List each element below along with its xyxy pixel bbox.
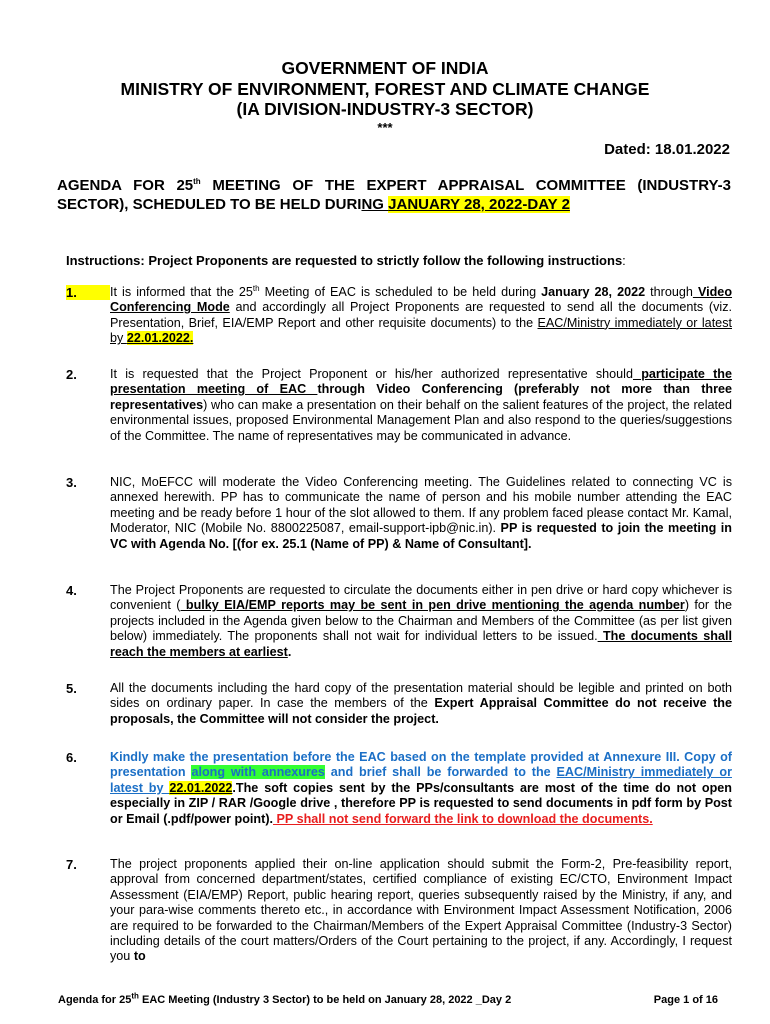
header-division: (IA DIVISION-INDUSTRY-3 SECTOR)	[236, 99, 534, 119]
item-5-text: All the documents including the hard copy of the presentation material should be legible and printed on both sides on ordinary paper. In case the members of the Expert Appraisal Committee do not receive the proposals, the Committee will not consider the project.	[110, 681, 732, 726]
page-number: Page 1 of 16	[653, 994, 718, 1006]
item-1-number: 1.	[66, 285, 110, 300]
header-government: GOVERNMENT OF INDIA	[281, 58, 489, 78]
item-1-text: It is informed that the 25th Meeting of EAC is scheduled to be held during January 28, 2022 through Video Conferencing Mode and accordingly all Project Proponents are requested to send all the documents (viz. Presentation, Brief, EIA/EMP Report and other requisite documents) to the EAC/Ministry immediately or latest by 22.01.2022.	[110, 283, 733, 346]
item-6-number: 6.	[66, 750, 77, 765]
header-stars: ***	[377, 120, 393, 135]
header-ministry: MINISTRY OF ENVIRONMENT, FOREST AND CLIMATE CHANGE	[120, 79, 650, 99]
item-6-text: Kindly make the presentation before the EAC based on the template provided at Annexure III. Copy of presentation along with annexures and brief shall be forwarded to the EAC/Ministry immediately or latest by 22.01.2022.The soft copies sent by the PPs/consultants are most of the time do not open especially in ZIP / RAR /Google drive , therefore PP is requested to send documents in pdf form by Post or Email (.pdf/power point). PP shall not send forward the link to download the documents.	[110, 750, 733, 826]
item-4-number: 4.	[66, 583, 77, 598]
instructions-heading: Instructions: Project Proponents are requested to strictly follow the following instructions:	[66, 253, 626, 268]
item-3-number: 3.	[66, 475, 77, 490]
item-4-text: The Project Proponents are requested to circulate the documents either in pen drive or hard copy whichever is convenient ( bulky EIA/EMP reports may be sent in pen drive mentioning the agenda number) for the projects included in the Agenda given below to the Chairman and Members of the Committee (as per list given below) immediately. The proponents shall not wait for individual letters to be issued. The documents shall reach the members at earliest.	[110, 583, 733, 659]
agenda-date-highlight: JANUARY 28, 2022-DAY 2	[388, 196, 570, 213]
item-2-text: It is requested that the Project Proponent or his/her authorized representative should participate the presentation meeting of EAC through Video Conferencing (preferably not more than three representatives) who can make a presentation on their behalf on the salient features of the project, the related environmental issues, proposed Environmental Management Plan and also respond to the queries/suggestions of the Committee. The name of representatives may be communicated in advance.	[110, 367, 733, 443]
dated: Dated: 18.01.2022	[604, 141, 730, 158]
item-2-number: 2.	[66, 367, 77, 382]
item-7-number: 7.	[66, 857, 77, 872]
item-5-number: 5.	[66, 681, 77, 696]
item-7-text: The project proponents applied their on-line application should submit the Form-2, Pre-feasibility report, approval from concerned department/states, certified compliance of existing EC/CTO, Environment Impact Assessment (EIA/EMP) Report, public hearing report, queries subsequently raised by the Ministry, if any, and your para-wise comments thereto etc., in accordance with Environment Impact Assessment Notification, 2006 are required to be forwarded to the Chairman/Members of the Expert Appraisal Committee (Industry-3 Sector) including details of the court matters/Orders of the Court pertaining to the project, if any. Accordingly, I request you to	[110, 857, 732, 964]
agenda-title: AGENDA FOR 25th MEETING OF THE EXPERT APPRAISAL COMMITTEE (INDUSTRY-3 SECTOR), SCHEDULED TO BE HELD DURING JANUARY 28, 2022-DAY 2	[57, 177, 731, 213]
item-3-text: NIC, MoEFCC will moderate the Video Conferencing meeting. The Guidelines related to connecting VC is annexed herewith. PP has to communicate the name of person and his mobile number attending the EAC meeting and be ready before 1 hour of the slot allowed to them. If any problem faced please contact Mr. Kamal, Moderator, NIC (Mobile No. 8800225087, email-support-ipb@nic.in). PP is requested to join the meeting in VC with Agenda No. [(for ex. 25.1 (Name of PP) & Name of Consultant].	[110, 475, 732, 551]
footer-agenda-title: Agenda for 25th EAC Meeting (Industry 3 Sector) to be held on January 28, 2022 _Day 2	[58, 991, 512, 1006]
